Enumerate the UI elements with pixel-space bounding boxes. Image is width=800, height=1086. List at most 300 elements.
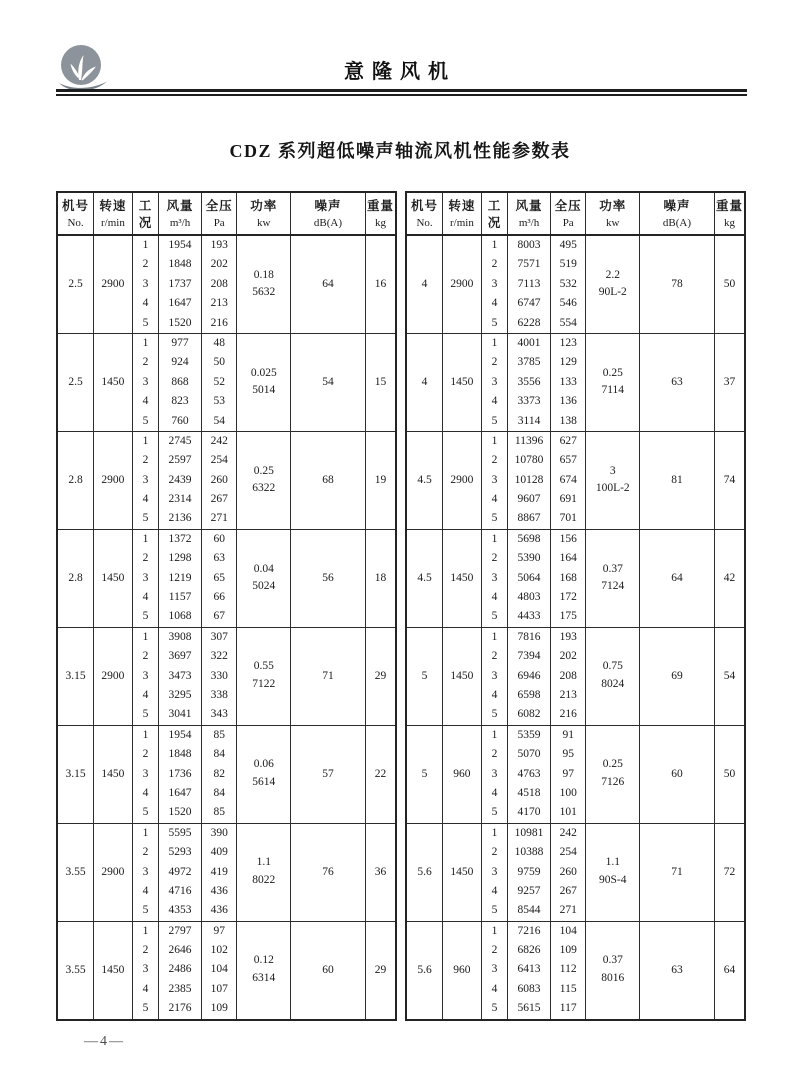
pressure-value: 97 [213, 924, 225, 937]
flow-value: 6946 [517, 669, 541, 682]
fan-model-cell: 4.5 [406, 431, 443, 529]
flow-cell [508, 431, 551, 529]
column-header-line1: 工 [487, 198, 502, 213]
flow-cell [159, 529, 202, 627]
flow-cell [159, 333, 202, 431]
weight-cell: 22 [365, 725, 396, 823]
condition-value: 2 [491, 944, 498, 957]
pressure-value: 260 [559, 865, 577, 878]
page-number: —4— [84, 1034, 125, 1049]
flow-value: 3785 [517, 356, 541, 369]
fan-model-cell: 2.5 [57, 333, 94, 431]
flow-value: 7394 [517, 650, 541, 663]
weight-cell: 37 [714, 333, 745, 431]
condition-value: 2 [491, 846, 498, 859]
condition-value: 4 [142, 591, 149, 604]
table-header-row [406, 192, 745, 235]
flow-value: 7216 [517, 924, 541, 937]
condition-value: 4 [142, 688, 149, 701]
pressure-value: 129 [559, 356, 577, 369]
motor-model-value: 8022 [252, 874, 276, 887]
flow-value: 1157 [168, 591, 192, 604]
fan-spec-row [57, 921, 396, 1019]
flow-value: 6413 [517, 963, 541, 976]
power-kw-value: 0.75 [602, 660, 623, 673]
speed-cell: 2900 [94, 431, 133, 529]
condition-value: 3 [142, 963, 149, 976]
power-cell [586, 627, 640, 725]
condition-value: 2 [491, 552, 498, 565]
pressure-value: 193 [210, 239, 228, 251]
flow-value: 8003 [517, 239, 541, 251]
pressure-value: 267 [210, 493, 228, 506]
flow-value: 924 [171, 356, 189, 369]
motor-model-value: 8016 [601, 972, 625, 985]
pressure-value: 67 [213, 610, 225, 623]
pressure-value: 109 [559, 944, 577, 957]
power-kw-value: 0.25 [253, 464, 274, 477]
pressure-value: 97 [562, 767, 574, 780]
pressure-value: 267 [559, 884, 577, 897]
condition-value: 5 [142, 512, 149, 525]
fan-model-cell: 2.5 [57, 235, 94, 333]
flow-cell [508, 333, 551, 431]
condition-cell [481, 921, 507, 1019]
flow-value: 7571 [517, 258, 541, 271]
flow-value: 1372 [168, 532, 192, 545]
condition-value: 4 [491, 395, 498, 408]
condition-value: 4 [142, 982, 149, 995]
pressure-value: 701 [559, 512, 577, 525]
column-header-line1: 机号 [62, 199, 90, 214]
pressure-cell [201, 627, 237, 725]
weight-cell: 16 [365, 235, 396, 333]
condition-cell [481, 725, 507, 823]
motor-model-value: 7124 [601, 580, 625, 593]
weight-cell: 72 [714, 823, 745, 921]
flow-value: 6747 [517, 297, 541, 310]
column-header-pressure [201, 192, 237, 235]
condition-value: 4 [142, 395, 149, 408]
pressure-cell [550, 333, 586, 431]
pressure-cell [201, 725, 237, 823]
condition-value: 3 [491, 277, 498, 290]
pressure-value: 409 [210, 846, 228, 859]
pressure-value: 554 [559, 316, 577, 329]
condition-value: 1 [491, 239, 498, 251]
condition-cell [132, 333, 158, 431]
fan-spec-row [57, 235, 396, 333]
condition-cell [481, 627, 507, 725]
motor-model-value: 5614 [252, 776, 276, 789]
fan-model-cell: 5.6 [406, 921, 443, 1019]
motor-model-value: 6322 [252, 482, 276, 495]
pressure-value: 107 [210, 982, 228, 995]
flow-value: 6228 [517, 316, 541, 329]
flow-value: 1954 [168, 239, 192, 251]
pressure-value: 168 [559, 571, 577, 584]
weight-cell: 54 [714, 627, 745, 725]
power-kw-value: 0.55 [253, 660, 274, 673]
speed-cell: 1450 [94, 725, 133, 823]
flow-value: 2136 [168, 512, 192, 525]
noise-cell: 56 [291, 529, 366, 627]
flow-value: 2745 [168, 434, 192, 447]
pressure-value: 436 [210, 884, 228, 897]
pressure-value: 104 [210, 963, 228, 976]
condition-value: 1 [491, 336, 498, 349]
pressure-value: 216 [559, 708, 577, 721]
column-header-noise [640, 192, 715, 235]
condition-cell [132, 627, 158, 725]
pressure-value: 112 [559, 963, 577, 976]
pressure-value: 419 [210, 865, 228, 878]
power-kw-value: 0.18 [253, 268, 274, 281]
flow-value: 3908 [168, 630, 192, 643]
power-kw-value: 0.25 [602, 366, 623, 379]
column-header-line1: 风量 [515, 199, 543, 214]
pressure-value: 519 [559, 258, 577, 271]
condition-value: 5 [142, 708, 149, 721]
power-cell [586, 725, 640, 823]
noise-cell: 64 [640, 529, 715, 627]
flow-value: 6598 [517, 688, 541, 701]
column-header-line2: kg [374, 216, 386, 229]
flow-value: 1298 [168, 552, 192, 565]
condition-cell [132, 235, 158, 333]
flow-value: 2314 [168, 493, 192, 506]
condition-value: 1 [142, 728, 149, 741]
pressure-value: 271 [559, 904, 577, 917]
power-cell [237, 529, 291, 627]
pressure-value: 82 [213, 767, 225, 780]
fan-model-cell: 2.8 [57, 529, 94, 627]
flow-value: 6826 [517, 944, 541, 957]
pressure-cell [201, 235, 237, 333]
pressure-value: 495 [559, 239, 577, 251]
pressure-value: 202 [210, 258, 228, 271]
condition-value: 2 [491, 356, 498, 369]
condition-value: 5 [142, 316, 149, 329]
pressure-value: 436 [210, 904, 228, 917]
power-kw-value: 0.25 [602, 758, 623, 771]
condition-value: 5 [491, 610, 498, 623]
flow-value: 7113 [517, 277, 541, 290]
fan-spec-row [57, 431, 396, 529]
motor-model-value: 7122 [252, 678, 276, 691]
pressure-value: 330 [210, 669, 228, 682]
condition-cell [481, 333, 507, 431]
weight-cell: 29 [365, 921, 396, 1019]
fan-spec-row [57, 725, 396, 823]
flow-value: 9257 [517, 884, 541, 897]
condition-value: 4 [491, 786, 498, 799]
noise-cell: 68 [291, 431, 366, 529]
pressure-cell [550, 823, 586, 921]
pressure-value: 691 [559, 493, 577, 506]
column-header-pressure [550, 192, 586, 235]
fan-model-cell: 3.15 [57, 725, 94, 823]
fan-model-cell: 5 [406, 725, 443, 823]
weight-cell: 50 [714, 235, 745, 333]
column-header-power [237, 192, 291, 235]
flow-value: 3556 [517, 375, 541, 388]
pressure-value: 84 [213, 786, 225, 799]
pressure-value: 133 [559, 375, 577, 388]
condition-value: 1 [142, 924, 149, 937]
fan-spec-row [57, 529, 396, 627]
condition-value: 5 [491, 512, 498, 525]
pressure-value: 260 [210, 473, 228, 486]
condition-value: 2 [142, 454, 149, 467]
condition-value: 5 [491, 1002, 498, 1015]
power-kw-value: 2.2 [605, 268, 620, 281]
condition-value: 5 [142, 1002, 149, 1015]
condition-value: 2 [491, 454, 498, 467]
column-header-line1: 重量 [715, 199, 743, 214]
flow-cell [508, 529, 551, 627]
pressure-value: 85 [213, 806, 225, 819]
fan-spec-row [406, 921, 745, 1019]
condition-value: 3 [491, 767, 498, 780]
column-header-model [406, 192, 443, 235]
flow-value: 4518 [517, 786, 541, 799]
flow-value: 3697 [168, 650, 192, 663]
motor-model-value: 6314 [252, 972, 276, 985]
condition-value: 4 [142, 297, 149, 310]
condition-cell [132, 529, 158, 627]
condition-value: 1 [142, 434, 149, 447]
company-name: 意隆风机 [344, 61, 456, 83]
noise-cell: 76 [291, 823, 366, 921]
fan-spec-row [406, 235, 745, 333]
column-header-line1: 转速 [448, 199, 476, 214]
condition-value: 2 [491, 650, 498, 663]
flow-value: 2646 [168, 944, 192, 957]
condition-value: 2 [142, 944, 149, 957]
flow-cell [159, 235, 202, 333]
flow-value: 1520 [168, 316, 192, 329]
power-cell [237, 235, 291, 333]
condition-value: 1 [491, 532, 498, 545]
weight-cell: 64 [714, 921, 745, 1019]
fan-model-cell: 3.55 [57, 823, 94, 921]
condition-value: 5 [491, 806, 498, 819]
flow-value: 4763 [517, 767, 541, 780]
flow-value: 4001 [517, 336, 541, 349]
power-cell [586, 823, 640, 921]
pressure-value: 546 [559, 297, 577, 310]
power-cell [237, 921, 291, 1019]
motor-model-value: 8024 [601, 678, 625, 691]
condition-value: 5 [142, 610, 149, 623]
flow-value: 5615 [517, 1002, 541, 1015]
left-table [56, 191, 397, 1021]
pressure-value: 532 [559, 277, 577, 290]
pressure-value: 242 [559, 826, 577, 839]
column-header-line1: 噪声 [663, 199, 691, 214]
pressure-value: 216 [210, 316, 228, 329]
condition-cell [481, 431, 507, 529]
flow-cell [159, 431, 202, 529]
power-kw-value: 0.37 [602, 954, 623, 967]
flow-value: 868 [171, 375, 189, 388]
condition-value: 5 [142, 904, 149, 917]
flow-value: 1068 [168, 610, 192, 623]
flow-value: 3373 [517, 395, 541, 408]
flow-value: 5070 [517, 748, 541, 761]
flow-value: 8867 [517, 512, 541, 525]
flow-value: 5359 [517, 728, 541, 741]
fan-model-cell: 5 [406, 627, 443, 725]
condition-value: 3 [142, 375, 149, 388]
power-kw-value: 0.37 [602, 562, 623, 575]
speed-cell: 1450 [443, 333, 482, 431]
flow-value: 1848 [168, 258, 192, 271]
condition-value: 3 [491, 963, 498, 976]
flow-cell [159, 823, 202, 921]
pressure-value: 208 [559, 669, 577, 682]
pressure-value: 322 [210, 650, 228, 663]
condition-cell [481, 235, 507, 333]
column-header-line1: 全压 [554, 199, 582, 214]
flow-value: 5698 [517, 532, 541, 545]
condition-value: 4 [491, 297, 498, 310]
flow-value: 5293 [168, 846, 192, 859]
column-header-weight [365, 192, 396, 235]
fan-spec-row [57, 823, 396, 921]
weight-cell: 18 [365, 529, 396, 627]
column-header-line2: kw [257, 216, 271, 229]
pressure-value: 343 [210, 708, 228, 721]
condition-value: 2 [142, 356, 149, 369]
fan-model-cell: 2.8 [57, 431, 94, 529]
power-kw-value: 1.1 [256, 856, 271, 869]
pressure-value: 50 [213, 356, 225, 369]
column-header-line2: r/min [450, 216, 474, 229]
pressure-value: 91 [562, 728, 574, 741]
flow-value: 4803 [517, 591, 541, 604]
motor-model-value: 90L-2 [598, 286, 627, 299]
pressure-value: 202 [559, 650, 577, 663]
column-header-line2: Pa [562, 216, 574, 229]
noise-cell: 64 [291, 235, 366, 333]
pressure-cell [550, 431, 586, 529]
column-header-line1: 噪声 [314, 199, 342, 214]
pressure-value: 54 [213, 414, 225, 427]
pressure-value: 136 [559, 395, 577, 408]
column-header-line1: 重量 [366, 199, 394, 214]
pressure-value: 627 [559, 434, 577, 447]
pressure-value: 175 [559, 610, 577, 623]
flow-cell [159, 725, 202, 823]
condition-value: 3 [142, 277, 149, 290]
flow-cell [508, 921, 551, 1019]
speed-cell: 2900 [443, 235, 482, 333]
pressure-value: 307 [210, 630, 228, 643]
right-table [405, 191, 746, 1021]
flow-value: 4433 [517, 610, 541, 623]
power-cell [586, 431, 640, 529]
condition-cell [132, 921, 158, 1019]
condition-value: 5 [142, 414, 149, 427]
condition-value: 4 [491, 982, 498, 995]
weight-cell: 15 [365, 333, 396, 431]
weight-cell: 50 [714, 725, 745, 823]
condition-value: 1 [491, 728, 498, 741]
speed-cell: 1450 [94, 333, 133, 431]
condition-cell [132, 823, 158, 921]
condition-value: 4 [491, 884, 498, 897]
fan-model-cell: 3.55 [57, 921, 94, 1019]
pressure-value: 138 [559, 414, 577, 427]
fan-model-cell: 5.6 [406, 823, 443, 921]
fan-model-cell: 4.5 [406, 529, 443, 627]
condition-value: 1 [491, 826, 498, 839]
flow-value: 2797 [168, 924, 192, 937]
flow-value: 2439 [168, 473, 192, 486]
power-cell [237, 627, 291, 725]
fan-spec-row [406, 431, 745, 529]
condition-value: 2 [142, 650, 149, 663]
pressure-value: 115 [559, 982, 577, 995]
condition-value: 1 [142, 826, 149, 839]
fan-spec-row [406, 725, 745, 823]
noise-cell: 71 [291, 627, 366, 725]
pressure-value: 63 [213, 552, 225, 565]
pressure-value: 156 [559, 532, 577, 545]
column-header-line1: 风量 [166, 199, 194, 214]
fan-model-cell: 4 [406, 333, 443, 431]
flow-value: 5064 [517, 571, 541, 584]
flow-value: 1219 [168, 571, 192, 584]
flow-value: 7816 [517, 630, 541, 643]
flow-value: 10981 [514, 826, 544, 839]
flow-value: 977 [171, 336, 189, 349]
fan-model-cell: 3.15 [57, 627, 94, 725]
flow-value: 3041 [168, 708, 192, 721]
speed-cell: 1450 [443, 627, 482, 725]
pressure-value: 109 [210, 1002, 228, 1015]
pressure-value: 271 [210, 512, 228, 525]
flow-value: 1736 [168, 767, 192, 780]
weight-cell: 42 [714, 529, 745, 627]
flow-value: 8544 [517, 904, 541, 917]
power-kw-value: 0.04 [253, 562, 274, 575]
flow-value: 2597 [168, 454, 192, 467]
condition-value: 1 [142, 239, 149, 251]
pressure-value: 65 [213, 571, 225, 584]
condition-value: 2 [491, 258, 498, 271]
flow-value: 10128 [514, 473, 544, 486]
fan-spec-row [406, 333, 745, 431]
condition-value: 4 [491, 493, 498, 506]
pressure-cell [550, 627, 586, 725]
column-header-line2: Pa [213, 216, 225, 229]
pressure-cell [550, 529, 586, 627]
pressure-value: 66 [213, 591, 225, 604]
noise-cell: 78 [640, 235, 715, 333]
pressure-cell [550, 725, 586, 823]
column-header-line2: m³/h [169, 216, 191, 229]
condition-value: 1 [491, 924, 498, 937]
flow-value: 1954 [168, 728, 192, 741]
column-header-line1: 全压 [205, 199, 233, 214]
condition-value: 1 [491, 630, 498, 643]
condition-value: 1 [142, 532, 149, 545]
column-header-line1: 功率 [250, 199, 278, 214]
column-header-line1: 机号 [411, 199, 439, 214]
